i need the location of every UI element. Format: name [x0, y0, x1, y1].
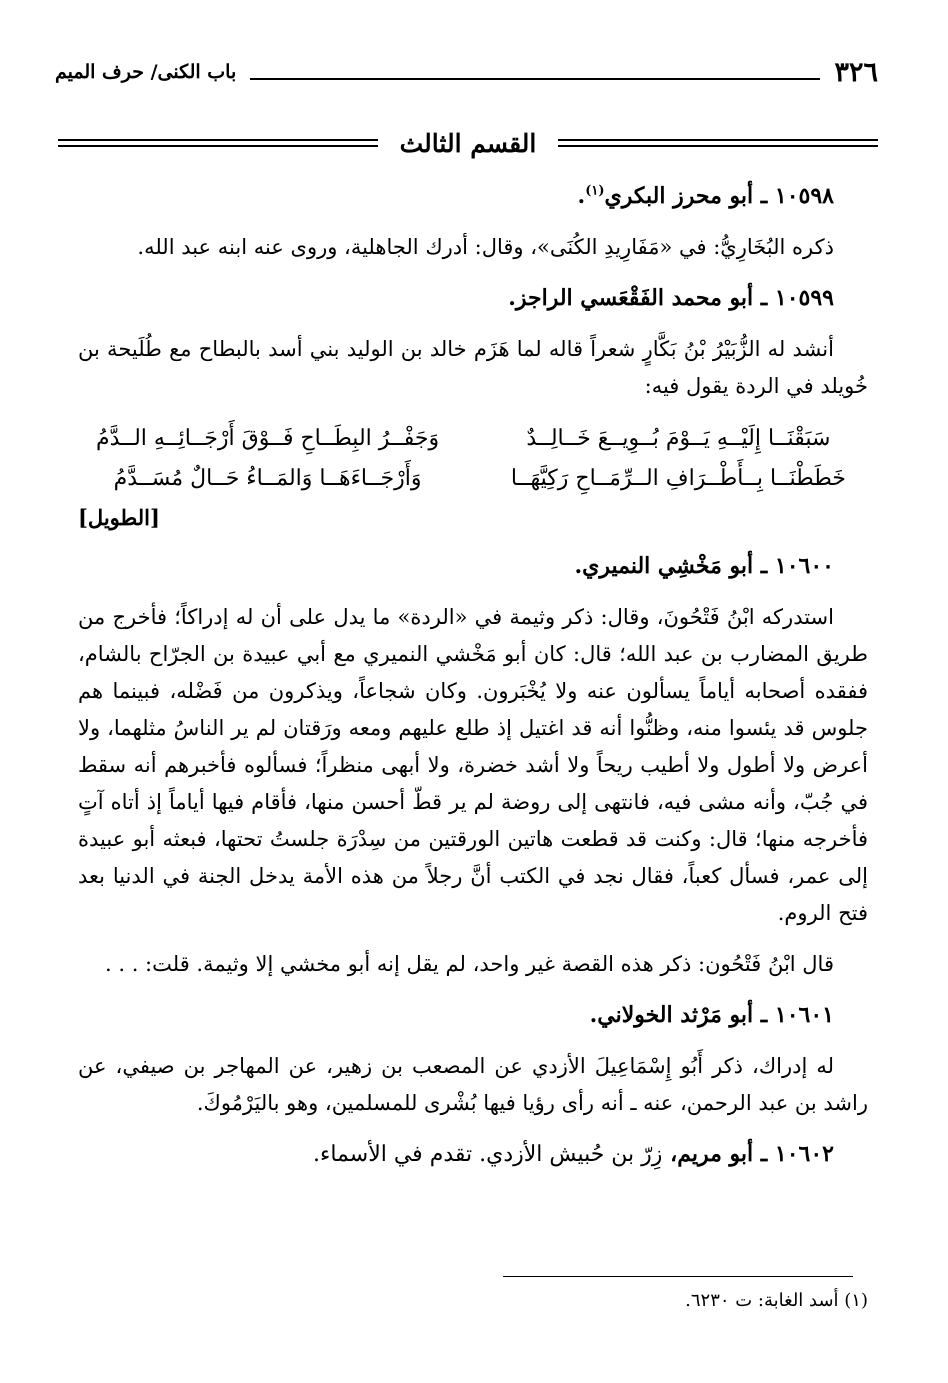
running-head: باب الكنى/ حرف الميم [55, 61, 237, 83]
entry-heading-10600: ١٠٦٠٠ ـ أبو مَخْشِي النميري. [574, 553, 834, 579]
page-body [78, 178, 868, 1187]
entry-text-10600-note: قال ابْنُ فَتْحُون: ذكر هذه القصة غير واحد، لم يقل إنه أبو مخشي إلا وثيمة. قلت: . . . [105, 952, 834, 976]
hemistich-first: خَطَطْنَــا بِــأَطْــرَافِ الــرِّمَــاحِ رَكِيَّهَــا [510, 466, 846, 491]
entry-title-end: . [577, 183, 586, 209]
entry-10602 [78, 1136, 834, 1173]
footnote: (١) أسد الغابة: ت ٦٢٣٠. [685, 1290, 868, 1311]
section-heading [58, 120, 878, 166]
verse-line [78, 419, 868, 459]
section-title: القسم الثالث [399, 128, 537, 158]
entry-heading-10599: ١٠٥٩٩ ـ أبو محمد الفَقْعَسي الراجز. [508, 285, 834, 311]
page-number: ٣٢٦ [834, 56, 878, 88]
hemistich-second: وَأَرْجَــاءَهَــا وَالمَــاءُ حَــالٌ مُسَــدَّمُ [113, 466, 422, 491]
verse-line [78, 459, 868, 499]
page-header [55, 52, 878, 92]
footnote-rule [503, 1276, 853, 1277]
entry-title: ١٠٥٩٨ ـ أبو محرز البكري [604, 183, 834, 209]
header-rule [250, 78, 820, 80]
entry-text-10600: استدركه ابْنُ فَتْحُونَ، وقال: ذكر وثيمة في «الردة» ما يدل على أن له إدراكاً؛ فأخرج من طريق المضارب بن عبد الله؛ قال: كان أبو مَخْشي النميري مع أبي عبيدة بن الجرّاح بالشام، ففقده أصحابه أياماً يسألون عنه ولا يُخْبَرون. وكان شجاعاً، ويذكرون من فَضْله، فبينما هم جلوس قد يئسوا منه، وظنُّوا أنه قد اغتيل إذ طلع عليهم ومعه ورَقتان لم ير الناسُ مثلهما، ولا أعرض ولا أطول ولا أطيب ريحاً ولا أشد خضرة، ولا أبهى منظراً؛ فسألوه فأخبرهم أنه سقط في جُبّ، وأنه مشى فيه، فانتهى إلى روضة لم ير قطّ أحسن منها، فأقام فيها أياماً إذ أتاه آتٍ فأخرجه منها؛ قال: وكنت قد قطعت هاتين الورقتين من سِدْرَة جلستُ تحتها، فبعثه أبو عبيدة إلى عمر، فسأل كعباً، فقال نجد في الكتب أنَّ رجلاً من هذه الأمة يدخل الجنة في الدنيا بعد فتح الروم. [78, 605, 869, 925]
hemistich-first: سَبَقْنَــا إِلَيْــهِ يَــوْمَ بُــوِيــعَ خَــالِــدٌ [526, 426, 831, 451]
footnote-mark: (١) [585, 183, 605, 199]
entry-title: ١٠٦٠٢ ـ أبو مريم، [670, 1141, 834, 1167]
poem-meter: [الطويل] [78, 505, 160, 530]
section-rule-right [558, 139, 878, 147]
entry-text-10601: له إدراك، ذكر أَبُو إِسْمَاعِيلَ الأزدي عن المصعب بن زهير، عن المهاجر بن صيفي، عن راشد بن عبد الرحمن، عنه ـ أنه رأى رؤيا فيها بُشْرى للمسلمين، وهو باليَرْمُوكَ. [78, 1054, 868, 1115]
section-rule-left [58, 139, 378, 147]
entry-heading-10598 [78, 178, 834, 215]
entry-text-10602: زِرّ بن حُبيش الأزدي. تقدم في الأسماء. [313, 1142, 663, 1167]
entry-text-10599: أنشد له الزُّبَيْرُ بْنُ بَكَّارٍ شعراً قاله لما هَزَم خالد بن الوليد بني أسد بالبطاح مع طُلَيحة بن خُويلد في الردة يقول فيه: [78, 337, 868, 398]
poem [78, 419, 868, 536]
hemistich-second: وَجَفْــرُ البِطَــاحِ فَــوْقَ أَرْجَــائِــهِ الــدَّمُ [96, 426, 440, 451]
entry-heading-10601: ١٠٦٠١ ـ أبو مَرْثد الخولاني. [589, 1002, 834, 1028]
entry-text-10598: ذكره البُخَارِيُّ: في «مَفَارِيدِ الكُنَى»، وقال: أدرك الجاهلية، وروى عنه ابنه عبد الله. [137, 235, 834, 259]
